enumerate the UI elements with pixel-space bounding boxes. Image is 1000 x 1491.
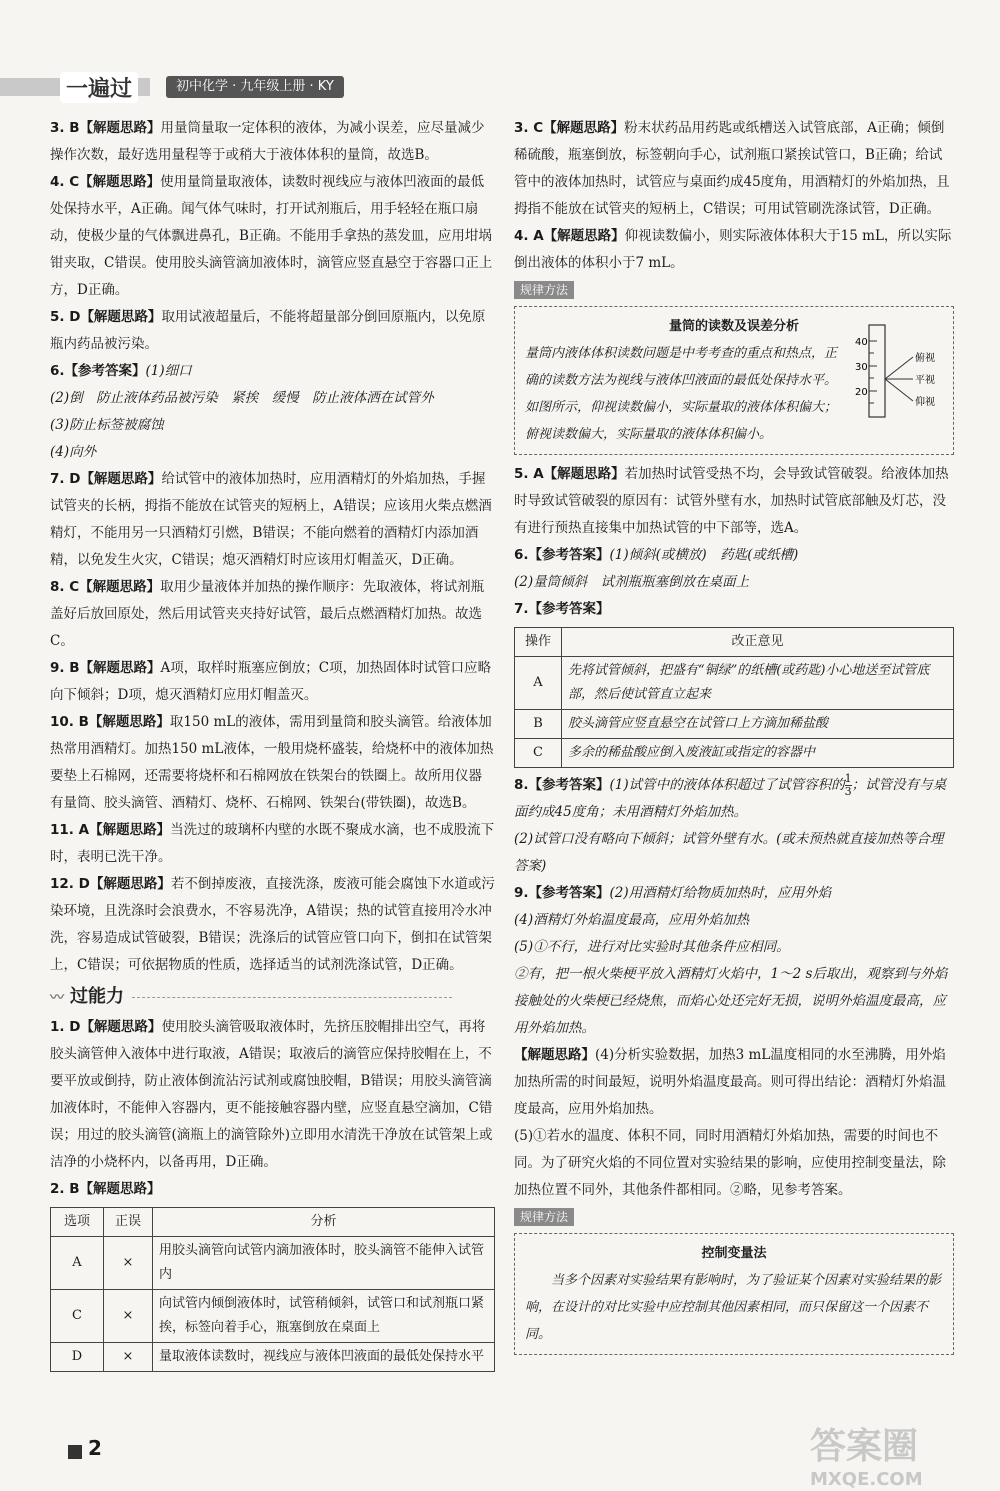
- right-column: [514, 115, 954, 1361]
- item-text: (2)用酒精灯给物质加热时，应用外焰: [609, 885, 832, 901]
- correction-table: [514, 627, 954, 768]
- item-tag: 【解题思路】: [79, 579, 161, 595]
- answer-item: [50, 1176, 495, 1203]
- item-tag: 【解题思路】: [79, 174, 161, 190]
- answer-item: [50, 1014, 495, 1176]
- table-header: 正误: [104, 1208, 153, 1237]
- page-number: 2: [88, 1436, 102, 1460]
- section-title: 过能力: [70, 986, 124, 1007]
- answer-item: [50, 385, 495, 412]
- answer-item: [514, 542, 954, 569]
- method-label: 规律方法: [514, 1208, 574, 1226]
- table-cell: C: [515, 739, 562, 768]
- page-marker: [68, 1445, 82, 1459]
- answer-item: [514, 934, 954, 961]
- answer-item: (2)试管口没有略向下倾斜；试管外壁有水。(或未预热就直接加热等合理答案): [514, 831, 944, 874]
- method-title: 控制变量法: [701, 1246, 767, 1261]
- item-number: 3. C: [514, 120, 544, 136]
- item-tag: 【解题思路】: [543, 228, 625, 244]
- item-number: 6.: [514, 547, 529, 563]
- watermark-url: MXQE.COM: [810, 1469, 923, 1490]
- table-row: [51, 1237, 495, 1290]
- method-text: 量筒内液体体积读数问题是中考考查的重点和热点，正确的读数方法为视线与液体凹液面的最低处保持水平。如图所示，仰视读数偏小，实际量取的液体体积偏大；俯视读数偏大，实际量取的液体体积偏小。: [525, 346, 838, 442]
- scale-label: 20: [855, 387, 868, 398]
- item-text: (2)倒 防止液体药品被污染 紧挨 缓慢 防止液体洒在试管外: [50, 390, 434, 406]
- item-number: 4. A: [514, 228, 544, 244]
- item-text: (4)分析实验数据，加热3 mL温度相同的水至沸腾，用外焰加热所需的时间最短，说明外焰温度最高。则可得出结论：酒精灯外焰温度最高，应用外焰加热。: [514, 1047, 946, 1117]
- header: [0, 70, 1000, 106]
- table-row: [515, 710, 954, 739]
- item-text: (2)量筒倾斜 试剂瓶瓶塞倒放在桌面上: [514, 574, 750, 590]
- item-text: 仰视读数偏小，则实际液体体积大于15 mL，所以实际倒出液体的体积小于7 mL。: [514, 228, 952, 271]
- table-row: [515, 739, 954, 768]
- table-cell: 量取液体读数时，视线应与液体凹液面的最低处保持水平: [153, 1343, 495, 1372]
- answer-item: [514, 461, 954, 542]
- item-number: 12. D: [50, 876, 90, 892]
- item-number: 4. C: [50, 174, 80, 190]
- view-label: 俯视: [915, 353, 935, 364]
- answer-item: [50, 412, 495, 439]
- brand-logo: 一遍过: [60, 72, 138, 103]
- item-tag: 【参考答案】: [528, 885, 610, 901]
- item-number: 3. B: [50, 120, 80, 136]
- analysis-table: [50, 1207, 495, 1372]
- method-title: 量筒的读数及误差分析: [668, 319, 799, 334]
- item-tag: 【参考答案】: [528, 547, 610, 563]
- section-divider: [132, 997, 452, 998]
- item-text: 若加热时试管受热不均，会导致试管破裂。给液体加热时导致试管破裂的原因有：试管外壁有水，加热时试管底部触及灯芯，没有进行预热直接集中加热试管的中下部等，选A。: [514, 466, 949, 536]
- table-cell: ×: [104, 1290, 153, 1343]
- answer-item: [50, 169, 495, 304]
- table-row: [51, 1343, 495, 1372]
- method-box: [514, 306, 954, 455]
- table-cell: A: [515, 657, 562, 710]
- item-number: 8. C: [50, 579, 80, 595]
- book-tag: 初中化学 · 九年级上册 · KY: [166, 76, 344, 98]
- item-text: 当洗过的玻璃杯内壁的水既不聚成水滴，也不成股流下时，表明已洗干净。: [50, 822, 495, 865]
- item-text: 取用试液超量后，不能将超量部分倒回原瓶内，以免原瓶内药品被污染。: [50, 309, 486, 352]
- item-number: 10. B: [50, 714, 89, 730]
- item-text: (5)①不行，进行对比实验时其他条件应相同。: [514, 939, 790, 955]
- fraction: [845, 773, 852, 798]
- wave-icon: 〰: [50, 990, 64, 1006]
- answer-item: [514, 961, 954, 1042]
- scale-label: 30: [855, 362, 868, 373]
- table-cell: ×: [104, 1343, 153, 1372]
- item-tag: 【参考答案】: [528, 601, 610, 617]
- item-number: 5. A: [514, 466, 544, 482]
- item-text: A项，取样时瓶塞应倒放；C项，加热固体时试管口应略向下倾斜；D项，熄灭酒精灯应用灯帽盖灭。: [50, 660, 492, 703]
- left-column: [50, 115, 495, 1376]
- item-tag: 【解题思路】: [89, 876, 171, 892]
- table-header: 分析: [153, 1208, 495, 1237]
- item-text: (1)试管中的液体体积超过了试管容积的: [609, 777, 845, 793]
- item-text: 取150 mL的液体，需用到量筒和胶头滴管。给液体加热常用酒精灯。加热150 mL液体，一般用烧杯盛装，给烧杯中的液体加热要垫上石棉网，还需要将烧杯和石棉网放在铁架台的铁圈上。故所用仪器有量筒、胶头滴管、酒精灯、烧杯、石棉网、铁架台(带铁圈)，故选B。: [50, 714, 494, 811]
- watermark: [810, 1418, 990, 1488]
- item-text: ；试管没有与桌面约成45度角；未用酒精灯外焰加热。: [514, 777, 947, 820]
- item-tag: 【参考答案】: [64, 363, 146, 379]
- table-row: [51, 1290, 495, 1343]
- answer-item: [514, 880, 954, 907]
- item-tag: 【解题思路】: [79, 660, 161, 676]
- answer-item: [514, 772, 954, 826]
- cylinder-diagram: [855, 321, 941, 421]
- answer-item: [50, 466, 495, 574]
- item-text: (5)①若水的温度、体积不同，同时用酒精灯外焰加热，需要的时间也不同。为了研究火焰的不同位置对实验结果的影响，应使用控制变量法，除加热位置不同外，其他条件都相同。②略，见参考答案。: [514, 1128, 946, 1198]
- item-tag: 【解题思路】: [80, 471, 162, 487]
- item-text: 使用量筒量取液体，读数时视线应与液体凹液面的最低处保持水平，A正确。闻气体气味时，打开试剂瓶后，用手轻轻在瓶口扇动，使极少量的气体飘进鼻孔，B正确。不能用手拿热的蒸发皿，应用坩埚钳夹取，C错误。使用胶头滴管滴加液体时，滴管应竖直悬空于容器口正上方，D正确。: [50, 174, 493, 298]
- item-number: 5. D: [50, 309, 81, 325]
- item-number: 2. B: [50, 1181, 80, 1197]
- item-tag: 【参考答案】: [528, 777, 610, 793]
- item-number: 9.: [514, 885, 529, 901]
- answer-item: [50, 709, 495, 817]
- item-text: (1)倾斜(或横放) 药匙(或纸槽): [609, 547, 799, 563]
- fraction-denominator: 3: [844, 785, 852, 798]
- answer-item: [514, 596, 954, 623]
- answer-item: [50, 817, 495, 871]
- item-number: 1. D: [50, 1019, 81, 1035]
- watermark-title: 答案圈: [810, 1426, 919, 1467]
- item-text: ②有，把一根火柴梗平放入酒精灯火焰中，1～2 s后取出，观察到与外焰接触处的火柴梗已经烧焦，而焰心处还完好无损，说明外焰温度最高，应用外焰加热。: [514, 966, 948, 1036]
- section-heading: [50, 983, 495, 1012]
- table-cell: 多余的稀盐酸应倒入废液缸或指定的容器中: [562, 739, 954, 768]
- table-row: [515, 657, 954, 710]
- item-number: 6.: [50, 363, 65, 379]
- item-tag: 【解题思路】: [543, 120, 625, 136]
- answer-item: [50, 358, 495, 385]
- answer-item: [514, 569, 954, 596]
- item-number: 7. D: [50, 471, 81, 487]
- item-text: 若不倒掉废液，直接洗涤，废液可能会腐蚀下水道或污染环境，且洗涤时会浪费水，不容易洗净，A错误；热的试管直接用冷水冲洗，容易造成试管破裂，B错误；洗涤后的试管应管口向下，倒扣在试管架上，C错误；可依据物质的性质，选择适当的试剂洗涤试管，D正确。: [50, 876, 495, 973]
- table-cell: 胶头滴管应竖直悬空在试管口上方滴加稀盐酸: [562, 710, 954, 739]
- item-tag: 【解题思路】: [514, 1047, 595, 1063]
- item-number: 7.: [514, 601, 529, 617]
- item-text: 取用少量液体并加热的操作顺序：先取液体，将试剂瓶盖好后放回原处，然后用试管夹夹持好试管，最后点燃酒精灯加热。故选C。: [50, 579, 485, 649]
- answer-item: [50, 439, 495, 466]
- item-tag: 【解题思路】: [79, 120, 161, 136]
- view-label: 仰视: [915, 397, 935, 408]
- answer-item: [514, 1042, 954, 1123]
- item-tag: 【解题思路】: [80, 1019, 162, 1035]
- table-header: 改正意见: [562, 628, 954, 657]
- item-text: (4)酒精灯外焰温度最高，应用外焰加热: [514, 912, 750, 928]
- table-cell: C: [51, 1290, 104, 1343]
- item-tag: 【解题思路】: [89, 822, 171, 838]
- table-cell: ×: [104, 1237, 153, 1290]
- answer-item: [514, 1123, 954, 1204]
- answer-item: [50, 655, 495, 709]
- fraction-numerator: 1: [844, 772, 852, 785]
- item-text: (3)防止标签被腐蚀: [50, 417, 164, 433]
- method-text: 当多个因素对实验结果有影响时，为了验证某个因素对实验结果的影响，在设计的对比实验中应控制其他因素相同，而只保留这一个因素不同。: [525, 1273, 942, 1342]
- scale-label: 40: [855, 337, 868, 348]
- item-text: (1)细口: [145, 363, 192, 379]
- answer-item: [50, 115, 495, 169]
- answer-item: [514, 115, 954, 223]
- item-number: 11. A: [50, 822, 90, 838]
- answer-item: [50, 304, 495, 358]
- method-label: 规律方法: [514, 281, 574, 299]
- table-cell: 向试管内倾倒液体时，试管稍倾斜，试管口和试剂瓶口紧挨，标签向着手心，瓶塞倒放在桌面上: [153, 1290, 495, 1343]
- table-cell: B: [515, 710, 562, 739]
- answer-item: [514, 223, 954, 277]
- item-tag: 【解题思路】: [79, 1181, 161, 1197]
- item-tag: 【解题思路】: [543, 466, 625, 482]
- item-text: 用量筒量取一定体积的液体，为减小误差，应尽量减少操作次数，最好选用量程等于或稍大于液体体积的量筒，故选B。: [50, 120, 485, 163]
- table-header: 选项: [51, 1208, 104, 1237]
- item-tag: 【解题思路】: [88, 714, 170, 730]
- view-label: 平视: [915, 375, 935, 386]
- method-box: [514, 1233, 954, 1355]
- item-number: 8.: [514, 777, 529, 793]
- table-cell: A: [51, 1237, 104, 1290]
- item-tag: 【解题思路】: [80, 309, 162, 325]
- table-cell: D: [51, 1343, 104, 1372]
- answer-item: [514, 907, 954, 934]
- item-text: 粉末状药品用药匙或纸槽送入试管底部，A正确；倾倒稀硫酸，瓶塞倒放，标签朝向手心，试剂瓶口紧挨试管口，B正确；给试管中的液体加热时，试管应与桌面约成45度角，用酒精灯的外焰加热，且拇指不能放在试管夹的短柄上，C错误；可用试管刷洗涤试管，D正确。: [514, 120, 950, 217]
- answer-item: [50, 871, 495, 979]
- table-header: 操作: [515, 628, 562, 657]
- item-number: 9. B: [50, 660, 80, 676]
- table-cell: 用胶头滴管向试管内滴加液体时，胶头滴管不能伸入试管内: [153, 1237, 495, 1290]
- item-text: 给试管中的液体加热时，应用酒精灯的外焰加热，手握试管夹的长柄，拇指不能放在试管夹的短柄上，A错误；应该用火柴点燃酒精灯，不能用另一只酒精灯引燃，B错误；不能向燃着的酒精灯内添加酒精，以免发生火灾，C错误；熄灭酒精灯时应该用灯帽盖灭，D正确。: [50, 471, 492, 568]
- item-text: 使用胶头滴管吸取液体时，先挤压胶帽排出空气，再将胶头滴管伸入液体中进行取液，A错误；取液后的滴管应保持胶帽在上，不要平放或倒持，防止液体倒流沾污试剂或腐蚀胶帽，B错误；用胶头滴管滴加液体时，不能伸入容器内，更不能接触容器内壁，应竖直悬空滴加，C错误；用过的胶头滴管(滴瓶上的滴管除外)立即用水清洗干净放在试管架上或洁净的小烧杯内，以备再用，D正确。: [50, 1019, 493, 1170]
- item-text: (4)向外: [50, 444, 97, 460]
- answer-item: [50, 574, 495, 655]
- table-cell: 先将试管倾斜，把盛有“铜绿”的纸槽(或药匙)小心地送至试管底部，然后使试管直立起来: [562, 657, 954, 710]
